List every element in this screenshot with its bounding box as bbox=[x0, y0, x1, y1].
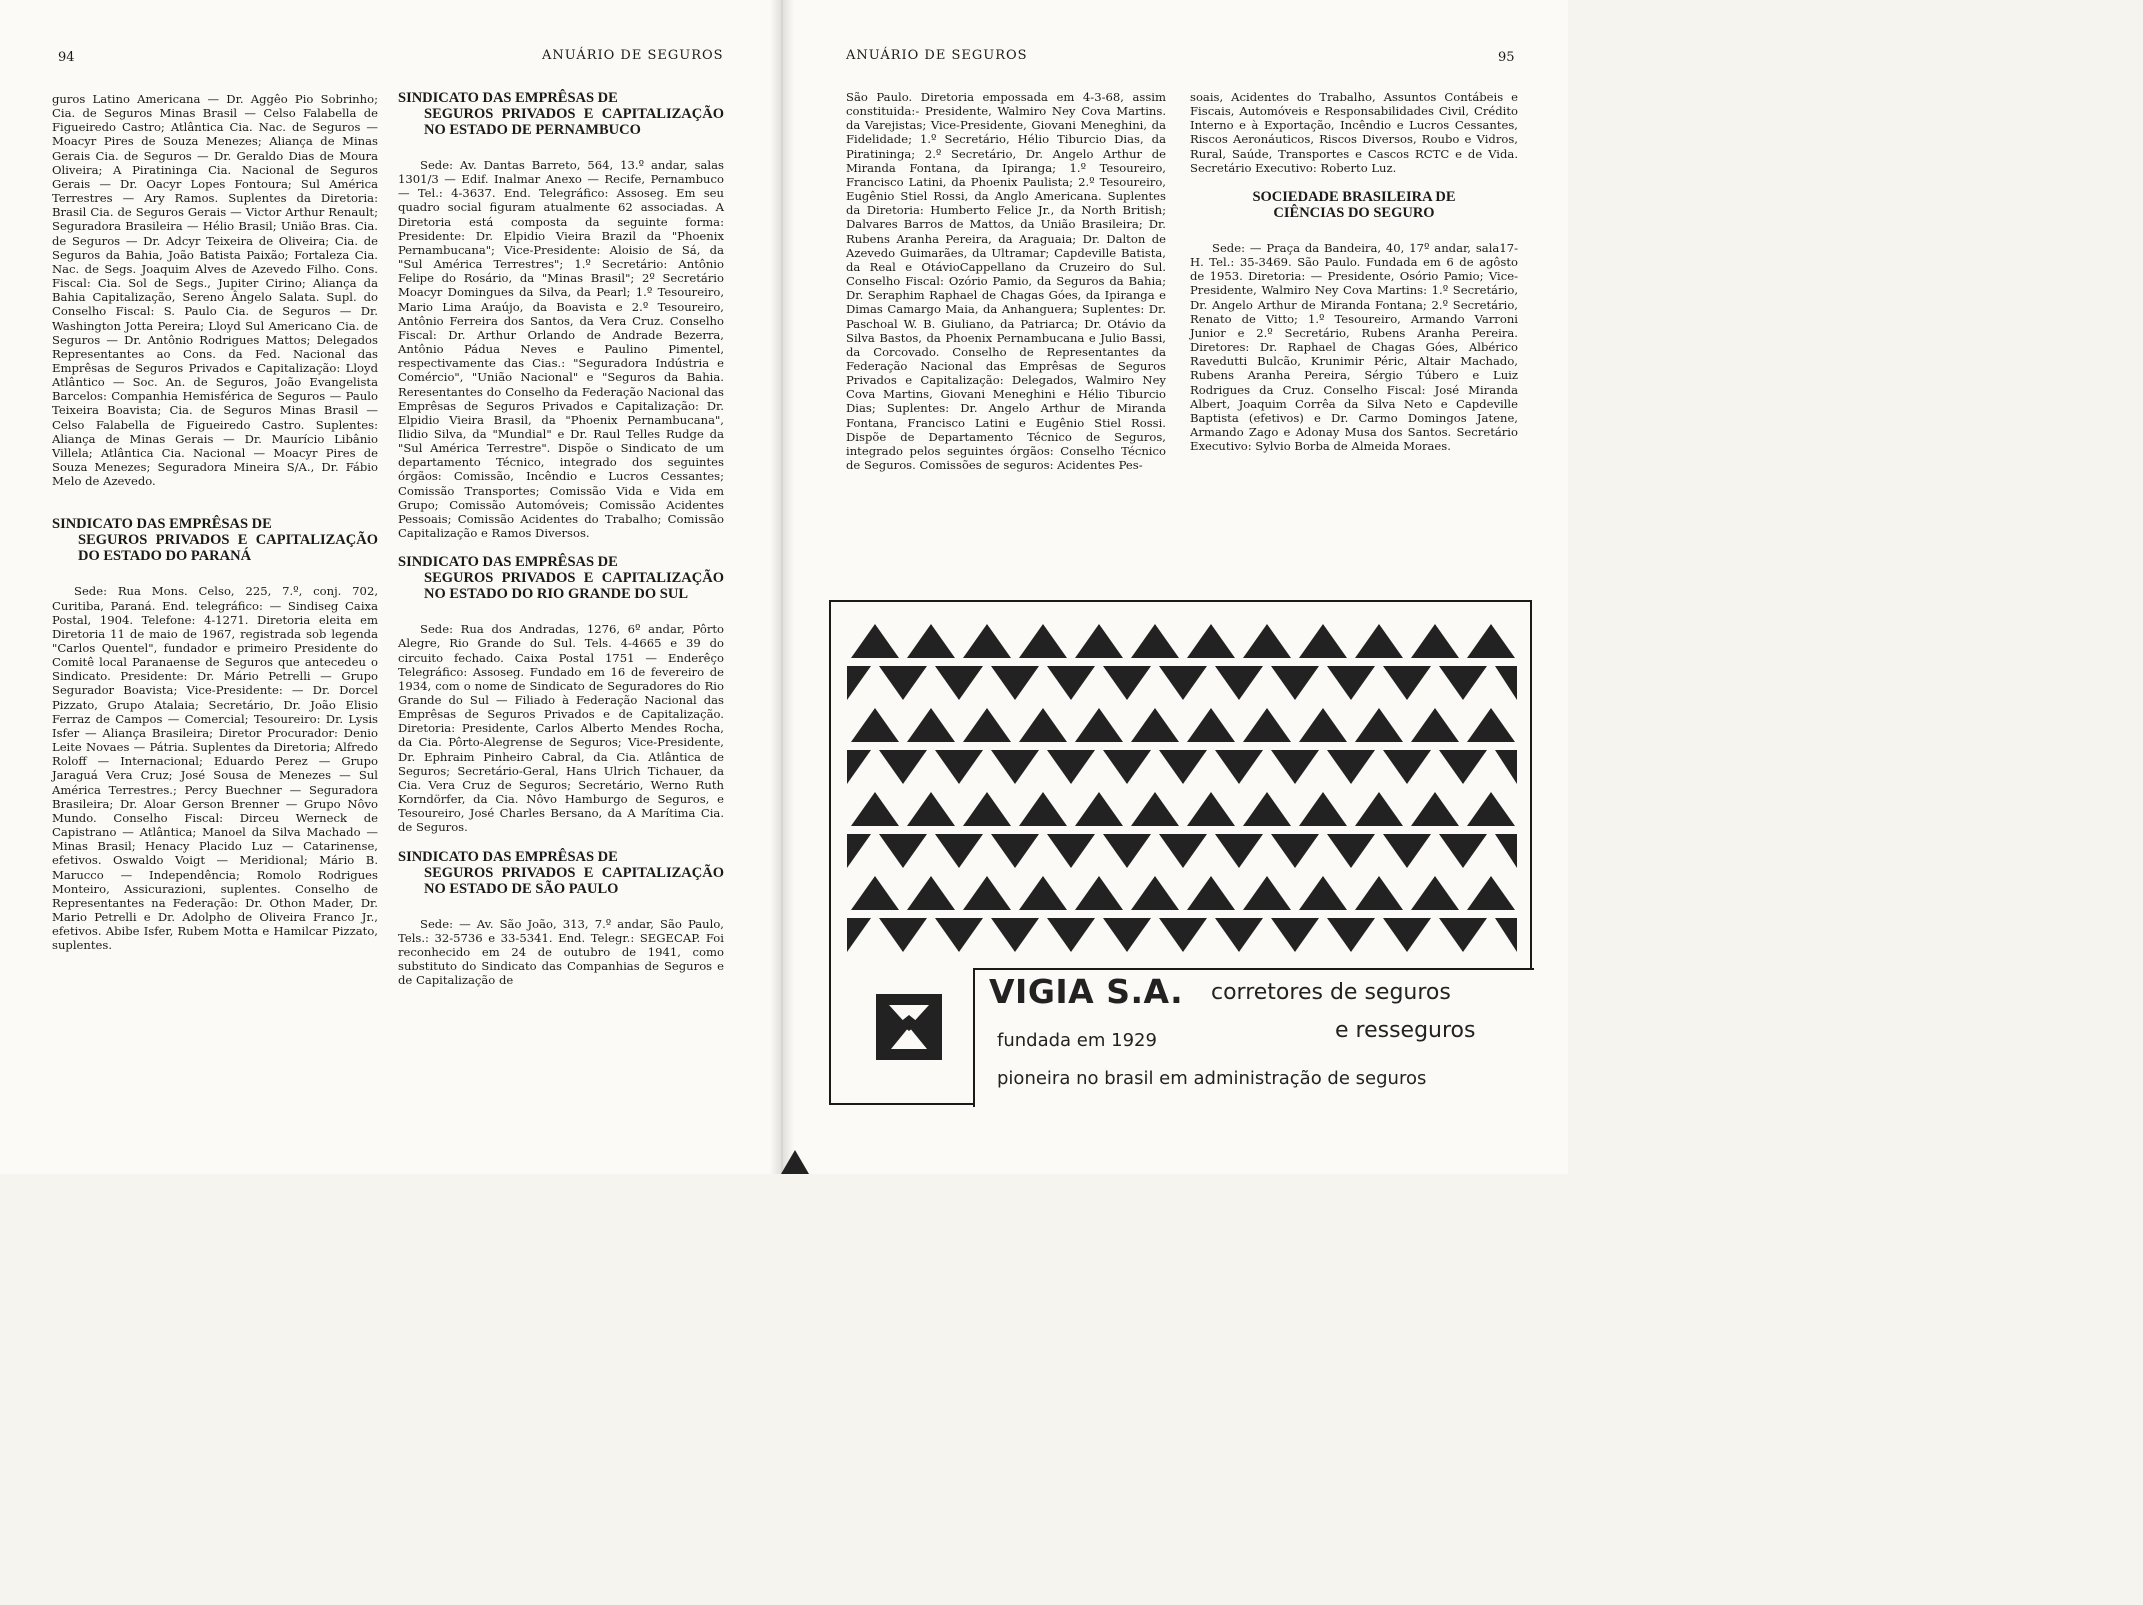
pattern-triangle bbox=[1495, 666, 1517, 700]
pattern-triangle bbox=[907, 792, 955, 826]
pattern-triangle bbox=[1047, 750, 1095, 784]
pattern-triangle bbox=[1103, 918, 1151, 952]
pattern-triangle bbox=[1243, 708, 1291, 742]
pattern-triangle bbox=[879, 918, 927, 952]
left-column-1 bbox=[52, 92, 378, 952]
pattern-triangle bbox=[1215, 666, 1263, 700]
pattern-triangle bbox=[907, 876, 955, 910]
pattern-triangle bbox=[1495, 918, 1517, 952]
pattern-triangle bbox=[1467, 624, 1515, 658]
intro-paragraph: guros Latino Americana — Dr. Aggêo Pio Sobrinho; Cia. de Seguros Minas Brasil — Celso Falabella de Figueiredo Castro; Atlântica Cia. Nac. de Seguros — Moacyr Pires de Souza Menezes; Aliança de Minas Gerais Cia. de Seguros — Dr. Geraldo Dias de Moura Oliveira; A Piratininga Cia. Nacional de Seguros Gerais — Dr. Oacyr Lopes Fontoura; Sul América Terrestres — Ary Ramos. Suplentes da Diretoria: Brasil Cia. de Seguros Gerais — Victor Arthur Renault; Seguradora Brasileira — Hélio Brasil; União Bras. Cia. de Seguros — Dr. Adcyr Teixeira de Oliveira; Cia. de Seguros da Bahia, João Batista Paixão; Fortaleza Cia. Nac. de Segs. Joaquim Alves de Azevedo Filho. Cons. Fiscal: Cia. Sol de Segs., Jupiter Cirino; Aliança da Bahia Capitalização, Sereno Ângelo Salata. Supl. do Conselho Fiscal: S. Paulo Cia. de Seguros — Dr. Washington Jotta Pereira; Lloyd Sul Americano Cia. de Seguros — Dr. Antônio Rodrigues Mattos; Delegados Representantes ao Cons. da Fed. Nacional das Emprêsas de Seguros Privados e Capitalização: Lloyd Atlântico — Soc. An. de Seguros, João Evangelista Barcelos: Companhia Hemisférica de Seguros — Paulo Teixeira Boavista; Cia. de Seguros Minas Brasil — Celso Falabella de Figueiredo Castro. Suplentes: Aliança de Minas Gerais — Dr. Maurício Libânio Villela; Atlântica Cia. Nacional — Moacyr Pires de Souza Menezes; Seguradora Mineira S/A., Dr. Fábio Melo de Azevedo. bbox=[52, 92, 378, 489]
vigia-advertisement bbox=[829, 600, 1532, 1105]
pattern-triangle bbox=[1327, 666, 1375, 700]
pattern-triangle bbox=[1271, 918, 1319, 952]
pattern-triangle bbox=[1411, 876, 1459, 910]
page-number: 95 bbox=[1498, 50, 1515, 65]
pattern-triangle bbox=[1355, 792, 1403, 826]
rio-grande-do-sul-body: Sede: Rua dos Andradas, 1276, 6º andar, Pôrto Alegre, Rio Grande do Sul. Tels. 4-4665 e 39 do circuito fechado. Caixa Postal 1751 — Enderêço Telegráfico: Assoseg. Fundado em 16 de fevereiro de 1934, com o nome de Sindicato de Seguradores do Rio Grande do Sul — Filiado à Federação Nacional das Emprêsas de Seguros Privados e de Capitalização. Diretoria: Presidente, Carlos Alberto Mendes Rocha, da Cia. Pôrto-Alegrense de Seguros; Vice-Presidente, Dr. Ephraim Pinheiro Cabral, da Cia. Atlântica de Seguros; Secretário-Geral, Hans Ulrich Tichauer, da Cia. Vera Cruz de Seguros; Secretário, Werno Ruth Korndörfer, da Cia. Nôvo Hamburgo de Seguros, e Tesoureiro, José Charles Bersano, da A Marítima Cia. de Seguros. bbox=[398, 622, 724, 835]
pattern-triangle bbox=[1271, 750, 1319, 784]
pattern-triangle bbox=[1215, 834, 1263, 868]
pattern-triangle bbox=[1411, 624, 1459, 658]
pattern-triangle bbox=[1495, 750, 1517, 784]
pattern-triangle bbox=[1075, 876, 1123, 910]
heading-parana: SINDICATO DAS EMPRÊSAS DE SEGUROS PRIVADOS E CAPITALIZAÇÃO DO ESTADO DO PARANÁ bbox=[52, 516, 378, 565]
pattern-triangle bbox=[1187, 624, 1235, 658]
book-gutter bbox=[770, 0, 794, 1174]
pattern-triangle bbox=[935, 834, 983, 868]
pattern-triangle bbox=[1019, 876, 1067, 910]
pattern-triangle bbox=[1327, 918, 1375, 952]
heading-sociedade-brasileira: SOCIEDADE BRASILEIRA DE CIÊNCIAS DO SEGURO bbox=[1252, 188, 1456, 221]
triangle-pattern bbox=[847, 618, 1517, 978]
pattern-triangle bbox=[963, 708, 1011, 742]
sao-paulo-continued-2: soais, Acidentes do Trabalho, Assuntos Contábeis e Fiscais, Automóveis e Responsabilidades Civil, Crédito Interno e à Exportação, Incêndio e Lucros Cessantes, Riscos Aeronáuticos, Riscos Diversos, Roubo e Vidros, Rural, Saúde, Transportes e Cascos RCTC e de Vida. Secretário Executivo: Roberto Luz. bbox=[1190, 90, 1518, 175]
pattern-triangle bbox=[1467, 792, 1515, 826]
pattern-triangle bbox=[1243, 876, 1291, 910]
pattern-triangle bbox=[991, 666, 1039, 700]
pattern-triangle bbox=[1103, 834, 1151, 868]
pattern-triangle bbox=[1383, 834, 1431, 868]
pattern-triangle bbox=[1299, 876, 1347, 910]
pattern-triangle bbox=[1299, 792, 1347, 826]
pattern-triangle bbox=[1019, 792, 1067, 826]
pattern-triangle bbox=[1159, 666, 1207, 700]
pattern-triangle bbox=[1271, 666, 1319, 700]
pattern-triangle bbox=[1355, 624, 1403, 658]
pattern-triangle bbox=[1383, 750, 1431, 784]
pattern-triangle bbox=[879, 750, 927, 784]
pattern-triangle bbox=[1047, 834, 1095, 868]
left-column-2 bbox=[398, 90, 724, 987]
pattern-triangle bbox=[1131, 708, 1179, 742]
pattern-triangle bbox=[1131, 792, 1179, 826]
heading-sao-paulo: SINDICATO DAS EMPRÊSAS DE SEGUROS PRIVADOS E CAPITALIZAÇÃO NO ESTADO DE SÃO PAULO bbox=[398, 848, 724, 897]
running-head: ANUÁRIO DE SEGUROS bbox=[542, 48, 724, 63]
pattern-triangle bbox=[851, 792, 899, 826]
pattern-triangle bbox=[991, 834, 1039, 868]
pattern-triangle bbox=[1103, 666, 1151, 700]
pattern-triangle bbox=[851, 876, 899, 910]
pattern-triangle bbox=[1383, 918, 1431, 952]
pattern-triangle bbox=[1131, 876, 1179, 910]
pattern-triangle bbox=[1439, 918, 1487, 952]
pattern-triangle bbox=[1159, 834, 1207, 868]
page-corner-mark bbox=[781, 1150, 809, 1174]
pattern-triangle bbox=[1383, 666, 1431, 700]
pattern-triangle bbox=[1187, 792, 1235, 826]
pattern-triangle bbox=[1075, 624, 1123, 658]
pattern-triangle bbox=[1187, 876, 1235, 910]
pattern-triangle bbox=[1243, 624, 1291, 658]
pioneer-text: pioneira no brasil em administração de seguros bbox=[997, 1068, 1427, 1089]
pattern-triangle bbox=[1271, 834, 1319, 868]
pattern-triangle bbox=[1355, 708, 1403, 742]
pattern-triangle bbox=[879, 666, 927, 700]
pattern-triangle bbox=[1467, 876, 1515, 910]
pattern-triangle bbox=[991, 750, 1039, 784]
pattern-triangle bbox=[907, 624, 955, 658]
pattern-triangle bbox=[1075, 792, 1123, 826]
pattern-triangle bbox=[1019, 708, 1067, 742]
pattern-triangle bbox=[851, 708, 899, 742]
pattern-triangle bbox=[879, 834, 927, 868]
pernambuco-body: Sede: Av. Dantas Barreto, 564, 13.º andar, salas 1301/3 — Edif. Inalmar Anexo — Recife, Pernambuco — Tel.: 4-3637. End. Telegráfico: Assoseg. Em seu quadro social figuram atualmente 62 associadas. A Diretoria está composta da seguinte forma: Presidente: Dr. Elpidio Vieira Brazil da "Phoenix Pernambucana"; Vice-Presidente: Aloisio de Sá, da "Sul América Terrestres"; 1.º Secretário: Antônio Felipe do Rosário, da "Minas Brasil"; 2º Secretário Moacyr Domingues da Silva, da Pearl; 1.º Tesoureiro, Mario Lima Araújo, da Boavista e 2.º Tesoureiro, Antônio Ferreira dos Santos, da Vera Cruz. Conselho Fiscal: Dr. Arthur Orlando de Andrade Bezerra, Antônio Pádua Neves e Paulino Pimentel, respectivamente das Cias.: "Seguradora Indústria e Comércio", "União Nacional" e "Seguros da Bahia. Reresentantes do Conselho da Federação Nacional das Emprêsas de Seguros Privados e Capitalização: Dr. Elpidio Vieira Brasil, da "Phoenix Pernambucana", Ilidio Silva, da "Mundial" e Dr. Raul Telles Rudge da "Sul América Terrestre". Dispõe o Sindicato de um departamento Técnico, integrado dos seguintes órgãos: Comissão, Incêndio e Lucros Cessantes; Comissão Transportes; Comissão Vida e Vida em Grupo; Comissão Automóveis; Comissão Acidentes Pessoais; Comissão Acidentes do Trabalho; Comissão Capitalização e Ramos Diversos. bbox=[398, 158, 724, 541]
right-column-2 bbox=[1190, 90, 1518, 453]
tagline-line-1: corretores de seguros bbox=[1211, 980, 1451, 1005]
pattern-triangle bbox=[1411, 792, 1459, 826]
pattern-triangle bbox=[1439, 666, 1487, 700]
pattern-triangle bbox=[907, 708, 955, 742]
founded-text: fundada em 1929 bbox=[997, 1030, 1157, 1051]
pattern-triangle bbox=[1019, 624, 1067, 658]
vigia-logo-icon bbox=[875, 993, 943, 1061]
pattern-triangle bbox=[1495, 834, 1517, 868]
pattern-triangle bbox=[1327, 750, 1375, 784]
pattern-triangle bbox=[1327, 834, 1375, 868]
right-column-1 bbox=[846, 90, 1166, 472]
pattern-triangle bbox=[847, 834, 871, 868]
pattern-triangle bbox=[963, 624, 1011, 658]
pattern-triangle bbox=[1047, 666, 1095, 700]
pattern-triangle bbox=[851, 624, 899, 658]
pattern-triangle bbox=[1159, 918, 1207, 952]
pattern-triangle bbox=[1467, 708, 1515, 742]
sao-paulo-continued: São Paulo. Diretoria empossada em 4-3-68, assim constituida:- Presidente, Walmiro Ney Cova Martins. da Varejistas; Vice-Presidente, Giovani Meneghini, da Fidelidade; 1.º Secretário, Hélio Tiburcio Dias, da Piratininga; 2.º Secretário, Dr. Angelo Arthur de Miranda Fontana, da Ipiranga; 1.º Tesoureiro, Francisco Latini, da Phoenix Paulista; 2.º Tesoureiro, Eugênio Stiel Rossi, da Anglo Americana. Suplentes da Diretoria: Humberto Felice Jr., da North British; Dalvares Barros de Mattos, da União Brasileira; Dr. Rubens Aranha Pereira, da Araguaia; Dr. Dalton de Azevedo Guimarães, da Ultramar; Capdeville Batista, da Real e OtávioCappellano da Cruzeiro do Sul. Conselho Fiscal: Ozório Pamio, da Seguros da Bahia; Dr. Seraphim Raphael de Chagas Góes, da Ipiranga e Dimas Camargo Maia, da Anhanguera; Suplentes: Dr. Paschoal W. B. Giuliano, da Patriarca; Dr. Otávio da Silva Bastos, da Phoenix Pernambucana e Julio Bassi, da Corcovado. Conselho de Representantes da Federação Nacional das Emprêsas de Seguros Privados e Capitalização: Delegados, Walmiro Ney Cova Martins, Giovani Meneghini e Hélio Tiburcio Dias; Suplentes: Dr. Angelo Arthur de Miranda Fontana, Francisco Latini e Eugênio Stiel Rossi. Dispõe de Departamento Técnico de Seguros, integrado pelos seguintes órgãos: Conselho Técnico de Seguros. Comissões de seguros: Acidentes Pes- bbox=[846, 90, 1166, 473]
pattern-triangle bbox=[963, 792, 1011, 826]
running-head: ANUÁRIO DE SEGUROS bbox=[846, 48, 1028, 63]
pattern-triangle bbox=[1187, 708, 1235, 742]
pattern-triangle bbox=[1299, 708, 1347, 742]
pattern-triangle bbox=[935, 918, 983, 952]
pattern-triangle bbox=[1159, 750, 1207, 784]
heading-pernambuco: SINDICATO DAS EMPRÊSAS DE SEGUROS PRIVADOS E CAPITALIZAÇÃO NO ESTADO DE PERNAMBUCO bbox=[398, 90, 724, 138]
pattern-triangle bbox=[1047, 918, 1095, 952]
pattern-triangle bbox=[1299, 624, 1347, 658]
heading-rio-grande-do-sul: SINDICATO DAS EMPRÊSAS DE SEGUROS PRIVADOS E CAPITALIZAÇÃO NO ESTADO DO RIO GRANDE DO SUL bbox=[398, 554, 724, 603]
pattern-triangle bbox=[963, 876, 1011, 910]
pattern-triangle bbox=[1131, 624, 1179, 658]
sociedade-brasileira-body: Sede: — Praça da Bandeira, 40, 17º andar, sala17-H. Tel.: 35-3469. São Paulo. Fundada em 6 de agôsto de 1953. Diretoria: — Presidente, Osório Pamio; Vice-Presidente, Walmiro Ney Cova Martins: 1.º Secretário, Dr. Angelo Arthur de Miranda Fontana; 2.º Secretário, Renato de Vitto; 1.º Tesoureiro, Armando Varroni Junior e 2.º Secretário, Rubens Aranha Pereira. Diretores: Dr. Raphael de Chagas Góes, Albérico Ravedutti Bulcão, Krunimir Péric, Altair Machado, Rubens Aranha Pereira, Sérgio Túbero e Luiz Rodrigues da Cruz. Conselho Fiscal: José Miranda Albert, Joaquim Corrêa da Silva Neto e Capdeville Baptista (efetivos) e Dr. Carmo Domingos Jatene, Armando Zago e Adonay Musa dos Santos. Secretário Executivo: Sylvio Borba de Almeida Moraes. bbox=[1190, 240, 1518, 454]
pattern-triangle bbox=[1075, 708, 1123, 742]
pattern-triangle bbox=[847, 918, 871, 952]
tagline-line-2: e resseguros bbox=[1335, 1018, 1476, 1043]
left-page bbox=[0, 0, 782, 1174]
pattern-triangle bbox=[1355, 876, 1403, 910]
pattern-triangle bbox=[1411, 708, 1459, 742]
parana-body: Sede: Rua Mons. Celso, 225, 7.º, conj. 702, Curitiba, Paraná. End. telegráfico: — Sindiseg Caixa Postal, 1904. Telefone: 4-1271. Diretoria eleita em Diretoria 11 de maio de 1967, registrada sob legenda "Carlos Quentel", fundador e primeiro Presidente do Comitê local Paranaense de Seguros que antecedeu o Sindicato. Presidente: Dr. Mário Petrelli — Grupo Segurador Boavista; Vice-Presidente: — Dr. Dorcel Pizzato, Grupo Atalaia; Secretário, Dr. João Elisio Ferraz de Campos — Comercial; Tesoureiro: Dr. Lysis Isfer — Aliança Brasileira; Diretor Procurador: Denio Leite Novaes — Pátria. Suplentes da Diretoria; Alfredo Roloff — Internacional; Eduardo Perez — Grupo Jaraguá Vera Cruz; José Sousa de Menezes — Sul América Terrestres.; Percy Buechner — Seguradora Brasileira; Dr. Aloar Gerson Brenner — Grupo Nôvo Mundo. Conselho Fiscal: Dirceu Werneck de Capistrano — Atlântica; Manoel da Silva Machado — Minas Brasil; Henacy Placido Luz — Catarinense, efetivos. Oswaldo Voigt — Meridional; Mário B. Marucco — Independência; Romolo Rodrigues Monteiro, Assicurazioni, suplentes. Conselho de Representantes na Federação: Dr. Othon Mader, Dr. Mario Petrelli e Dr. Adolpho de Oliveira Franco Jr., efetivos. Abibe Isfer, Rubem Motta e Hamilcar Pizzato, suplentes. bbox=[52, 584, 378, 953]
pattern-triangle bbox=[847, 750, 871, 784]
pattern-triangle bbox=[935, 750, 983, 784]
pattern-triangle bbox=[847, 666, 871, 700]
sao-paulo-body: Sede: — Av. São João, 313, 7.º andar, São Paulo, Tels.: 32-5736 e 33-5341. End. Telegr.: SEGECAP. Foi reconhecido em 24 de outubro de 1941, como substituto do Sindicato das Companhias de Seguros e de Capitalização de bbox=[398, 916, 724, 988]
page-number: 94 bbox=[58, 50, 75, 65]
company-name: VIGIA S.A. bbox=[989, 972, 1184, 1011]
pattern-triangle bbox=[991, 918, 1039, 952]
pattern-triangle bbox=[1103, 750, 1151, 784]
pattern-triangle bbox=[1215, 750, 1263, 784]
pattern-triangle bbox=[1439, 834, 1487, 868]
pattern-triangle bbox=[1243, 792, 1291, 826]
pattern-triangle bbox=[1439, 750, 1487, 784]
pattern-triangle bbox=[935, 666, 983, 700]
pattern-triangle bbox=[1215, 918, 1263, 952]
